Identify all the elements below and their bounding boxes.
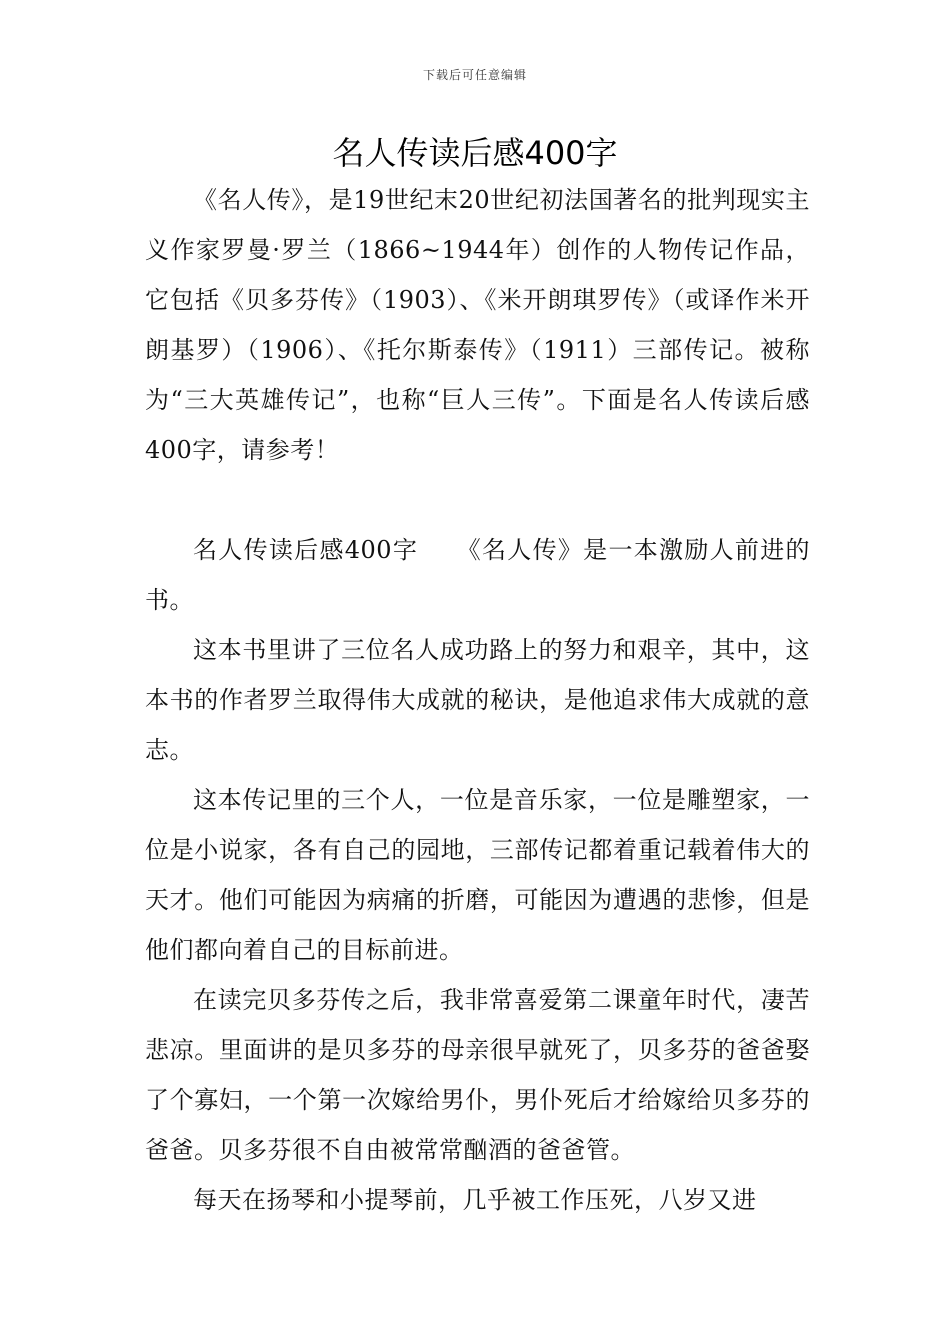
paragraph-gap — [145, 475, 810, 525]
header-note: 下载后可任意编辑 — [422, 68, 527, 82]
body-paragraph: 这本书里讲了三位名人成功路上的努力和艰辛，其中，这本书的作者罗兰取得伟大成就的秘诀，是他追求伟大成就的意志。 — [145, 636, 810, 764]
body-paragraph: 名人传读后感400字 《名人传》是一本激励人前进的书。 — [145, 536, 810, 614]
intro-paragraph: 《名人传》，是19世纪末20世纪初法国著名的批判现实主义作家罗曼·罗兰（1866~1944年）创作的人物传记作品，它包括《贝多芬传》（1903）、《米开朗琪罗传》（或译作米开朗基罗）（1906）、《托尔斯泰传》（1911）三部传记。被称为“三大英雄传记”，也称“巨人三传”。下面是名人传读后感400字，请参考！ — [145, 186, 810, 464]
document-body — [145, 175, 810, 1225]
body-paragraph: 每天在扬琴和小提琴前，几乎被工作压死，八岁又进 — [193, 1186, 757, 1214]
document-title: 名人传读后感400字 — [332, 134, 618, 172]
body-paragraph: 在读完贝多芬传之后，我非常喜爱第二课童年时代，凄苦悲凉。里面讲的是贝多芬的母亲很早就死了，贝多芬的爸爸娶了个寡妇，一个第一次嫁给男仆，男仆死后才给嫁给贝多芬的爸爸。贝多芬很不自由被常常酗酒的爸爸管。 — [145, 986, 810, 1164]
body-paragraph: 这本传记里的三个人，一位是音乐家，一位是雕塑家，一位是小说家，各有自己的园地，三部传记都着重记载着伟大的天才。他们可能因为病痛的折磨，可能因为遭遇的悲惨，但是他们都向着自己的目标前进。 — [145, 786, 810, 964]
